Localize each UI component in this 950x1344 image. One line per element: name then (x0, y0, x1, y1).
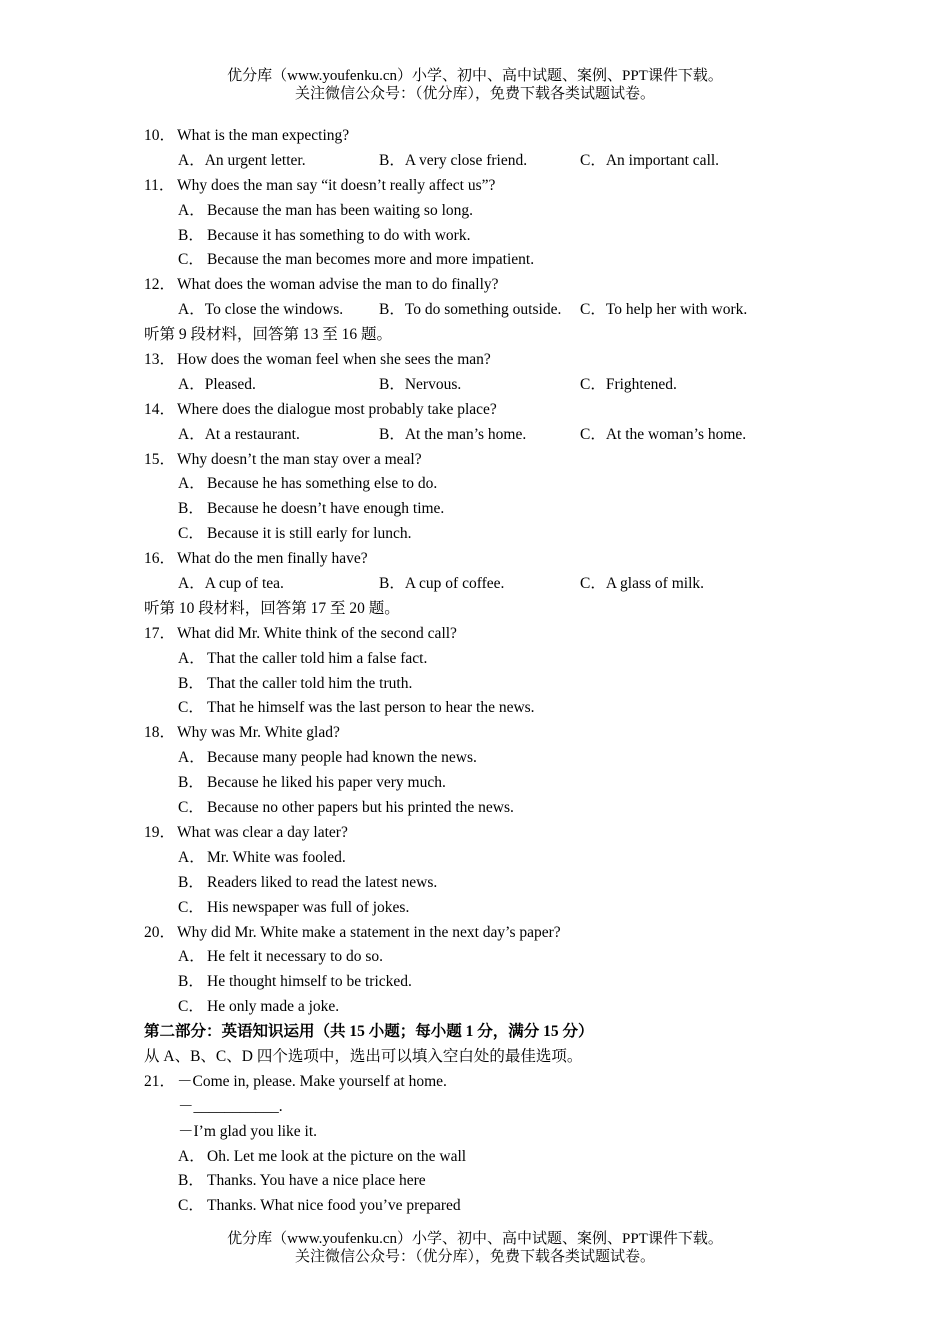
part-2-title: 第二部分：英语知识运用（共 15 小题；每小题 1 分，满分 15 分） (144, 1023, 594, 1041)
options-row (144, 423, 804, 448)
question-text: What do the men finally have? (177, 550, 368, 568)
question-20 (144, 921, 804, 946)
question-number: 10． (144, 127, 176, 144)
footer-line-2: 关注微信公众号：（优分库），免费下载各类试题试卷。 (294, 1249, 655, 1265)
option-b: B．To do something outside. (379, 301, 562, 319)
option-a: A．A cup of tea. (178, 575, 284, 593)
option-b: B．Nervous. (379, 375, 462, 393)
question-text: What is the man expecting? (177, 127, 350, 144)
question-10 (144, 124, 804, 149)
question-text: Why did Mr. White make a statement in the next day’s paper? (177, 923, 561, 941)
option-c: C． Because no other papers but his printed the news. (178, 799, 514, 817)
question-number: 20． (144, 923, 176, 941)
header-line-1: 优分库（www.youfenku.cn）小学、初中、高中试题、案例、PPT课件下载。 (227, 68, 723, 84)
option-a: A． Mr. White was fooled. (178, 848, 346, 866)
option-a: A． Oh. Let me look at the picture on the wall (178, 1147, 467, 1165)
question-number: 18． (144, 724, 176, 742)
question-19 (144, 821, 804, 846)
option-b: B．A very close friend. (379, 151, 528, 169)
question-12 (144, 273, 804, 298)
section-heading-10: 听第 10 段材料，回答第 17 至 20 题。 (144, 599, 400, 617)
question-text: How does the woman feel when she sees the man? (177, 351, 491, 369)
option-c: C． Because it is still early for lunch. (178, 525, 412, 543)
question-text: What does the woman advise the man to do finally? (177, 276, 499, 294)
option-a: A．Pleased. (178, 375, 256, 393)
option-b: B．A cup of coffee. (379, 575, 505, 593)
option-b: B． Because it has something to do with work. (178, 226, 471, 244)
option-c: C．Frightened. (580, 375, 677, 393)
question-text: Why doesn’t the man stay over a meal? (177, 450, 422, 468)
question-14 (144, 398, 804, 423)
option-b: B． Thanks. You have a nice place here (178, 1172, 426, 1190)
option-b: B． That the caller told him the truth. (178, 674, 413, 692)
question-number: 19． (144, 823, 176, 841)
question-number: 17． (144, 624, 176, 642)
footer-line-1: 优分库（www.youfenku.cn）小学、初中、高中试题、案例、PPT课件下载。 (227, 1231, 723, 1247)
header-line-2: 关注微信公众号：（优分库），免费下载各类试题试卷。 (294, 86, 655, 102)
question-text: －Come in, please. Make yourself at home. (177, 1072, 447, 1090)
option-a: A．To close the windows. (178, 301, 344, 319)
page-header (0, 67, 950, 103)
option-a: A． He felt it necessary to do so. (178, 948, 384, 966)
question-17 (144, 622, 804, 647)
option-c: C． His newspaper was full of jokes. (178, 898, 410, 916)
dialogue-blank-line: －___________. (178, 1097, 283, 1115)
option-a: A．At a restaurant. (178, 425, 300, 443)
question-number: 13． (144, 351, 176, 369)
option-c: C． Because the man becomes more and more impatient. (178, 251, 535, 269)
option-c: C．An important call. (580, 151, 720, 169)
question-18 (144, 721, 804, 746)
option-a: A．An urgent letter. (178, 151, 306, 169)
question-13 (144, 348, 804, 373)
option-a: A． Because he has something else to do. (178, 475, 438, 493)
part-2-instruction: 从 A、B、C、D 四个选项中，选出可以填入空白处的最佳选项。 (144, 1047, 583, 1065)
question-number: 12． (144, 276, 176, 294)
option-c: C．To help her with work. (580, 301, 748, 319)
question-16 (144, 547, 804, 572)
question-number: 11． (144, 176, 175, 194)
option-b: B． He thought himself to be tricked. (178, 973, 412, 991)
option-a: A． That the caller told him a false fact. (178, 649, 428, 667)
question-number: 16． (144, 550, 176, 568)
option-b: B． Readers liked to read the latest news. (178, 873, 438, 891)
question-11 (144, 174, 804, 199)
option-b: B．At the man’s home. (379, 425, 527, 443)
question-text: Why does the man say “it doesn’t really affect us”? (177, 176, 496, 194)
option-b: B． Because he liked his paper very much. (178, 774, 446, 792)
option-c: C． He only made a joke. (178, 998, 340, 1016)
question-text: Why was Mr. White glad? (177, 724, 340, 742)
option-b: B． Because he doesn’t have enough time. (178, 500, 445, 518)
options-row (144, 149, 804, 174)
dialogue-line: －I’m glad you like it. (178, 1122, 318, 1140)
question-number: 21． (144, 1072, 176, 1090)
exam-content (144, 124, 804, 1219)
section-heading-9: 听第 9 段材料，回答第 13 至 16 题。 (144, 326, 393, 344)
option-a: A． Because the man has been waiting so long. (178, 201, 474, 219)
question-text: What did Mr. White think of the second call? (177, 624, 457, 642)
option-a: A． Because many people had known the news. (178, 749, 477, 767)
options-row (144, 298, 804, 323)
option-c: C． That he himself was the last person to hear the news. (178, 699, 535, 717)
option-c: C．At the woman’s home. (580, 425, 747, 443)
question-number: 14． (144, 400, 176, 418)
option-c: C． Thanks. What nice food you’ve prepared (178, 1197, 461, 1215)
question-text: What was clear a day later? (177, 823, 348, 841)
option-c: C．A glass of milk. (580, 575, 705, 593)
options-row (144, 572, 804, 597)
options-row (144, 373, 804, 398)
question-number: 15． (144, 450, 176, 468)
question-text: Where does the dialogue most probably take place? (177, 400, 497, 418)
question-21 (144, 1070, 804, 1095)
question-15 (144, 448, 804, 473)
page-footer (0, 1230, 950, 1266)
